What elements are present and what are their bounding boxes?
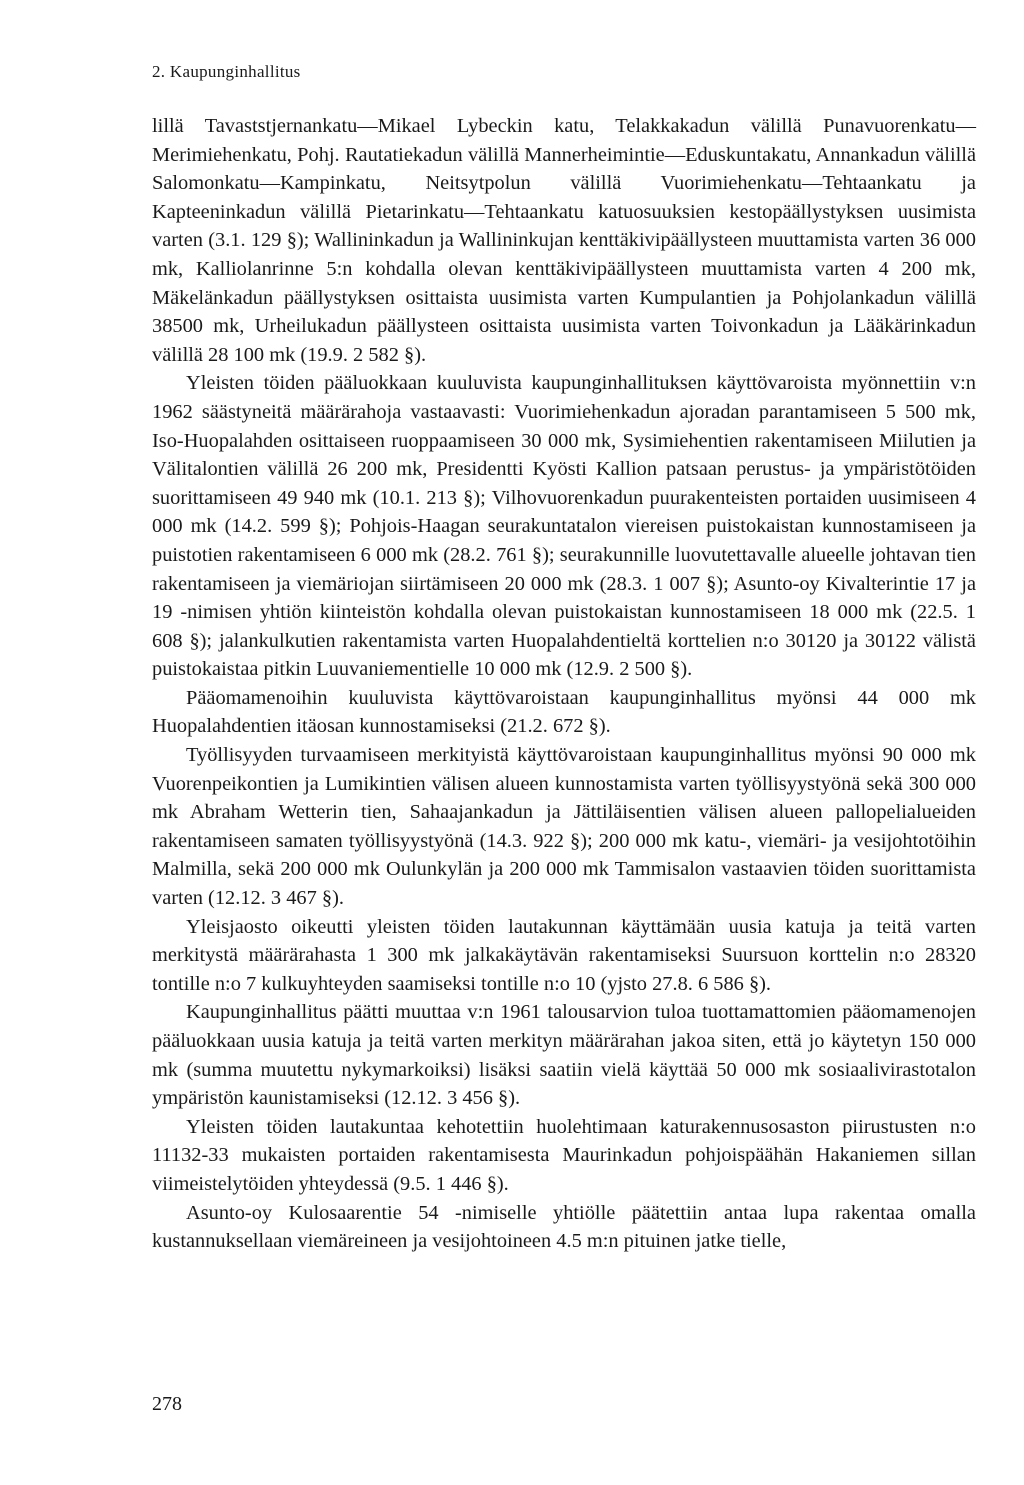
body-text — [152, 112, 976, 1256]
running-header: 2. Kaupunginhallitus — [152, 62, 301, 81]
paragraph-capital-expenditure: Pääomamenoihin kuuluvista käyttövaroistaan kaupunginhallitus myönsi 44 000 mk Huopalahdentien itäosan kunnostamiseksi (21.2. 672 §). — [152, 686, 976, 738]
paragraph-savings-allocations: Yleisten töiden pääluokkaan kuuluvista kaupunginhallituksen käyttövaroista myönnettiin v:n 1962 säästyneitä määrärahoja vastaavasti: Vuorimiehenkadun ajoradan parantamiseen 5 500 mk, Iso-Huopalahden osittaiseen ruoppaamiseen 30 000 mk, Sysimiehentien rakentamiseen Miilutien ja Välitalontien välillä 26 200 mk, Presidentti Kyösti Kallion patsaan perustus- ja ympäristötöiden suorittamiseen 49 940 mk (10.1. 213 §); Vilhovuorenkadun puurakenteisten portaiden uusimiseen 4 000 mk (14.2. 599 §); Pohjois-Haagan seurakuntatalon viereisen puistokaistan kunnostamiseen ja puistotien rakentamiseen 6 000 mk (28.2. 761 §); seurakunnille luovutettavalle alueelle johtavan tien rakentamiseen ja viemäriojan siirtämiseen 20 000 mk (28.3. 1 007 §); Asunto-oy Kivalterintie 17 ja 19 -nimisen yhtiön kiinteistön kohdalla olevan puistokaistan kunnostamiseen 18 000 mk (22.5. 1 608 §); jalankulkutien rakentamista varten Huopalahdentieltä korttelien n:o 30120 ja 30122 välistä puistokaistaa pitkin Luuvaniementielle 10 000 mk (12.9. 2 500 §). — [152, 372, 976, 681]
paragraph-continued: lillä Tavaststjernankatu—Mikael Lybeckin katu, Telakkakadun välillä Punavuorenkatu—Merimiehenkatu, Pohj. Rautatiekadun välillä Mannerheimintie—Eduskuntakatu, Annankadun välillä Salomonkatu—Kampinkatu, Neitsytpolun välillä Vuorimiehenkatu—Tehtaankatu ja Kapteeninkadun välillä Pietarinkatu—Tehtaankatu katuosuuksien kestopäällystyksen uusimista varten (3.1. 129 §); Wallininkadun ja Wallininkujan kenttäkivipäällysteen muuttamista varten 36 000 mk, Kalliolanrinne 5:n kohdalla olevan kenttäkivipäällysteen muuttamista varten 4 200 mk, Mäkelänkadun päällystyksen osittaista uusimista varten Kumpulantien ja Pohjolankadun välillä 38500 mk, Urheilukadun päällysteen osittaista uusimista varten Toivonkadun ja Lääkärinkadun välillä 28 100 mk (19.9. 2 582 §). — [152, 115, 976, 366]
paragraph-employment-funds: Työllisyyden turvaamiseen merkityistä käyttövaroistaan kaupunginhallitus myönsi 90 000 mk Vuorenpeikontien ja Lumikintien välisen alueen kunnostamista varten työllisyystyönä sekä 300 000 mk Abraham Wetterin tien, Sahaajankadun ja Jättiläisentien välisen alueen pallopelialueiden rakentamiseen samaten työllisyystyönä (14.3. 922 §); 200 000 mk katu-, viemäri- ja vesijohtotöihin Malmilla, sekä 200 000 mk Oulunkylän ja 200 000 mk Tammisalon vastaavien töiden suorittamista varten (12.12. 3 467 §). — [152, 744, 976, 910]
paragraph-stairs-construction: Yleisten töiden lautakuntaa kehotettiin huolehtimaan katurakennusosaston piirustusten n:o 11132-33 mukaisten portaiden rakentamisesta Maurinkadun pohjoispäähän Hakaniemen sillan viimeistelytöiden yhteydessä (9.5. 1 446 §). — [152, 1115, 976, 1195]
page-number: 278 — [152, 1393, 182, 1415]
paragraph-budget-change: Kaupunginhallitus päätti muuttaa v:n 1961 talousarvion tuloa tuottamattomien pääomamenojen pääluokkaan uusia katuja ja teitä varten merkityn määrärahan jakoa siten, että jo käytetyn 150 000 mk (summa muutettu nykymarkoiksi) lisäksi saatiin vielä käyttää 50 000 mk sosiaalivirastotalon ympäristön kaunistamiseksi (12.12. 3 456 §). — [152, 1001, 976, 1110]
paragraph-general-section: Yleisjaosto oikeutti yleisten töiden lautakunnan käyttämään uusia katuja ja teitä varten merkitystä määrärahasta 1 300 mk jalkakäytävän rakentamiseksi Suursuon korttelin n:o 28320 tontille n:o 7 kulkuyhteyden saamiseksi tontille n:o 10 (yjsto 27.8. 6 586 §). — [152, 915, 976, 995]
paragraph-road-extension: Asunto-oy Kulosaarentie 54 -nimiselle yhtiölle päätettiin antaa lupa rakentaa omalla kustannuksellaan viemäreineen ja vesijohtoineen 4.5 m:n pituinen jatke tielle, — [152, 1201, 976, 1253]
